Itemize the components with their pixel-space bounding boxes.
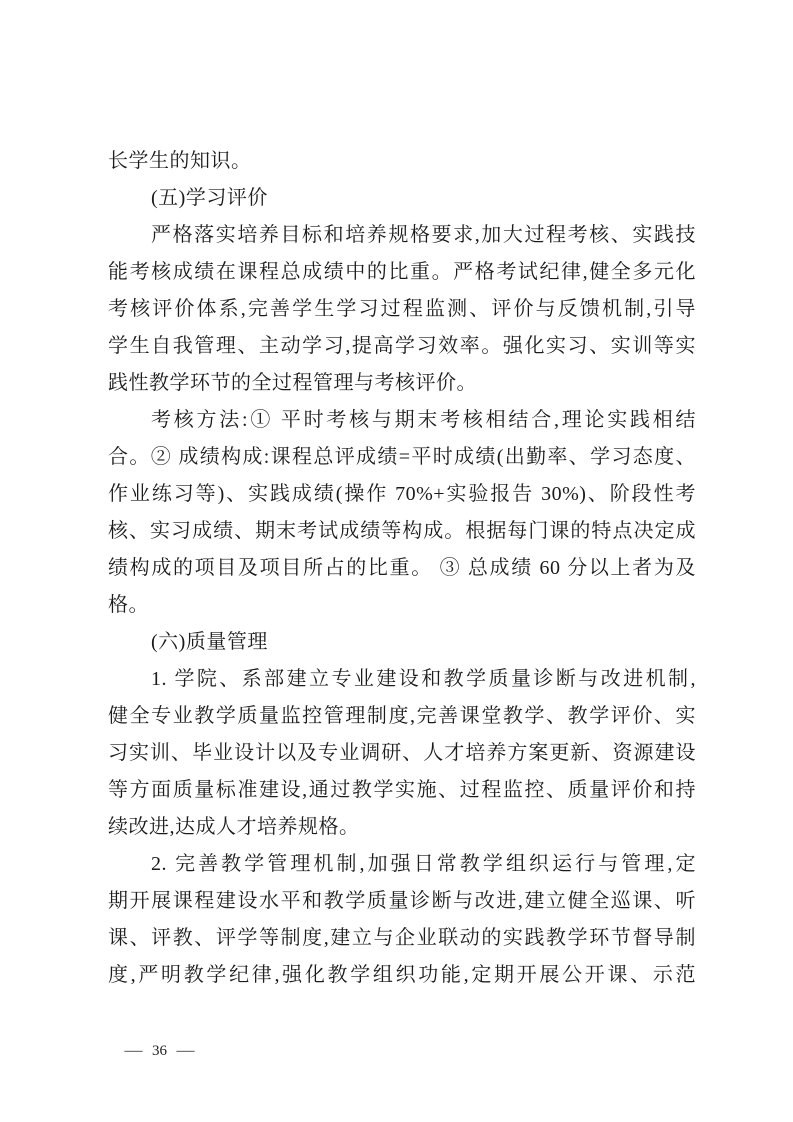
- text-line: (五)学习评价: [151, 187, 268, 209]
- text-line: 核、实习成绩、期末考试成绩等构成。根据每门课的特点决定成: [108, 520, 696, 542]
- text-line: 长学生的知识。: [108, 150, 252, 172]
- footer-dash-right: —: [176, 1043, 195, 1059]
- text-line: 格。: [108, 594, 149, 616]
- text-line: 能考核成绩在课程总成绩中的比重。严格考试纪律,健全多元化: [108, 261, 696, 283]
- text-line: 续改进,达成人才培养规格。: [108, 816, 360, 838]
- text-line: 绩构成的项目及项目所占的比重。 ③ 总成绩 60 分以上者为及: [108, 557, 696, 579]
- text-line: 习实训、毕业设计以及专业调研、人才培养方案更新、资源建设: [108, 742, 696, 764]
- text-line: 等方面质量标准建设,通过教学实施、过程监控、质量评价和持: [108, 779, 696, 801]
- text-line: 学生自我管理、主动学习,提高学习效率。强化实习、实训等实: [108, 335, 696, 357]
- text-line: 考核评价体系,完善学生学习过程监测、评价与反馈机制,引导: [108, 298, 696, 320]
- text-line: 2. 完善教学管理机制,加强日常教学组织运行与管理,定: [151, 853, 696, 875]
- text-line: (六)质量管理: [151, 631, 268, 653]
- text-line: 1. 学院、系部建立专业建设和教学质量诊断与改进机制,: [151, 668, 696, 690]
- text-line: 期开展课程建设水平和教学质量诊断与改进,建立健全巡课、听: [108, 890, 696, 912]
- text-line: 度,严明教学纪律,强化教学组织功能,定期开展公开课、示范: [108, 964, 696, 986]
- text-line: 课、评教、评学等制度,建立与企业联动的实践教学环节督导制: [108, 927, 696, 949]
- footer-dash-left: —: [124, 1043, 143, 1059]
- text-line: 健全专业教学质量监控管理制度,完善课堂教学、教学评价、实: [108, 705, 696, 727]
- text-line: 合。② 成绩构成:课程总评成绩=平时成绩(出勤率、学习态度、: [108, 446, 696, 468]
- text-line: 考核方法:① 平时考核与期末考核相结合,理论实践相结: [151, 409, 696, 431]
- text-block: [108, 143, 696, 994]
- text-line: 作业练习等)、实践成绩(操作 70%+实验报告 30%)、阶段性考: [108, 483, 696, 505]
- page-number: 36: [152, 1043, 167, 1059]
- text-line: 严格落实培养目标和培养规格要求,加大过程考核、实践技: [151, 224, 696, 246]
- page-footer: [126, 1043, 193, 1060]
- text-line: 践性教学环节的全过程管理与考核评价。: [108, 372, 477, 394]
